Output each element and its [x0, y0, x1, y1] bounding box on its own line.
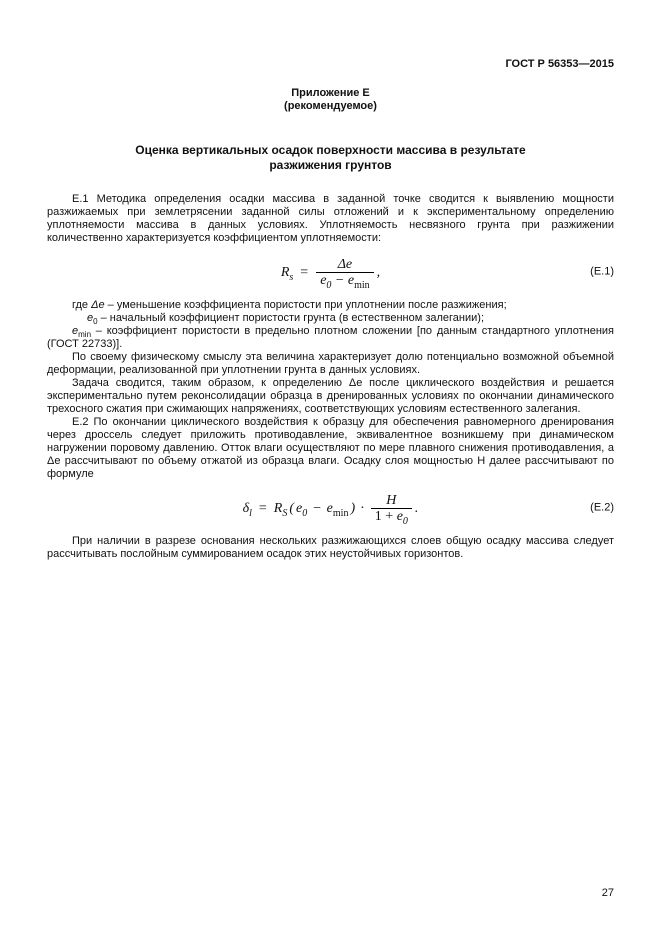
definition-term-sub: min: [78, 330, 92, 340]
page-title: Оценка вертикальных осадок поверхности массива в результате разжижения грунтов: [135, 143, 526, 172]
formula-sub: s: [289, 271, 294, 283]
formula-const: 1 +: [374, 508, 397, 524]
definition-text: – коэффициент пористости в предельно плотном сложении [по данным стандартного уплотнения (ГОСТ 22733)].: [47, 325, 614, 350]
formula-sub: l: [249, 507, 252, 519]
appendix-heading: [47, 87, 614, 113]
fraction-denominator: [371, 508, 412, 527]
definition-item: [47, 325, 614, 351]
fraction-denominator: [316, 272, 373, 291]
page-number: 27: [601, 887, 614, 899]
formula-e1: [47, 254, 614, 290]
appendix-label: Приложение Е: [291, 87, 370, 99]
formula-var: R: [273, 500, 283, 516]
formula-e2-expression: [242, 492, 420, 527]
formula-sub: 0: [326, 279, 332, 291]
paragraph-task: Задача сводится, таким образом, к определению Δе после циклического воздействия и решается экспериментально путем реконсолидации образца в дренированных условиях по окончании динамического трехосного сжатия при сжимающих напряжениях, соответствующих условиям естественного залегания.: [47, 377, 614, 415]
paragraph-final: При наличии в разрезе основания нескольких разжижающихся слоев общую осадку массива следует рассчитывать послойным суммированием осадок этих неустойчивых горизонтов.: [47, 535, 614, 560]
formula-punctuation: ,: [376, 264, 381, 280]
doc-number: ГОСТ Р 56353—2015: [505, 58, 614, 70]
formula-var: δ: [242, 500, 250, 516]
paragraph-meaning: По своему физическому смыслу эта величина характеризует долю потенциально возможной объемной деформации, реализованной при уплотнении грунта в данных условиях.: [47, 351, 614, 376]
definition-term-sub: 0: [93, 317, 98, 327]
formula-var: e: [296, 500, 303, 516]
equals-sign: =: [300, 264, 309, 280]
equals-sign: =: [258, 500, 267, 516]
paragraph-e2: Е.2 По окончании циклического воздействия к образцу для обеспечения равномерного дренирования через дроссель следует приложить противодавление, эквивалентное возникшему при динамическом нагружении поровому давлению. Отток влаги осуществляют по мере плавного снижения противодавления, а Δе рассчитывают по объему отжатой из образца влаги. Осадку слоя мощностью Н далее рассчитывают по формуле: [47, 416, 614, 480]
formula-var: e: [347, 272, 355, 288]
formula-var: H: [386, 492, 397, 508]
definition-item: [47, 299, 614, 312]
formula-var: e: [326, 500, 333, 516]
equation-number: (Е.1): [590, 265, 614, 278]
minus-sign: −: [334, 272, 345, 288]
formula-sub: min: [354, 279, 370, 291]
formula-e2: [47, 490, 614, 526]
paragraph-e1: Е.1 Методика определения осадки массива в заданной точке сводится к выявлению мощности разжижаемых при землетрясении заданной силы отложений и к экспериментальному определению уплотняемости массива в данных условиях. Уплотняемость несвязного грунта при разжижении количественно характеризуется коэффициентом уплотняемости:: [47, 193, 614, 244]
definition-term: е: [72, 325, 79, 337]
formula-e1-expression: [280, 256, 381, 291]
definition-text: – начальный коэффициент пористости грунта (в естественном залегании);: [97, 312, 485, 324]
formula-punctuation: .: [414, 500, 419, 516]
formula-var: e: [320, 272, 327, 288]
definition-item: [47, 312, 614, 325]
formula-sub: 0: [302, 507, 308, 519]
definition-text: – уменьшение коэффициента пористости при уплотнении после разжижения;: [104, 299, 507, 311]
minus-sign: −: [312, 500, 322, 516]
fraction-numerator: Δe: [337, 256, 353, 272]
fraction: [316, 256, 373, 291]
paren-close: ): [350, 500, 356, 516]
formula-var: R: [280, 264, 290, 280]
formula-var: e: [396, 508, 403, 524]
appendix-kind: (рекомендуемое): [284, 100, 377, 112]
definition-term: е: [87, 312, 94, 324]
equation-number: (Е.2): [590, 501, 614, 514]
formula-sub: min: [332, 507, 349, 519]
multiplication-dot: ·: [360, 500, 365, 516]
fraction-numerator: [382, 494, 400, 508]
fraction: [371, 492, 412, 527]
paren-open: (: [289, 500, 294, 516]
definition-lead: где: [72, 299, 92, 311]
formula-sub: 0: [402, 515, 408, 527]
formula-sub: S: [282, 507, 288, 519]
definition-term: Δе: [91, 299, 105, 311]
